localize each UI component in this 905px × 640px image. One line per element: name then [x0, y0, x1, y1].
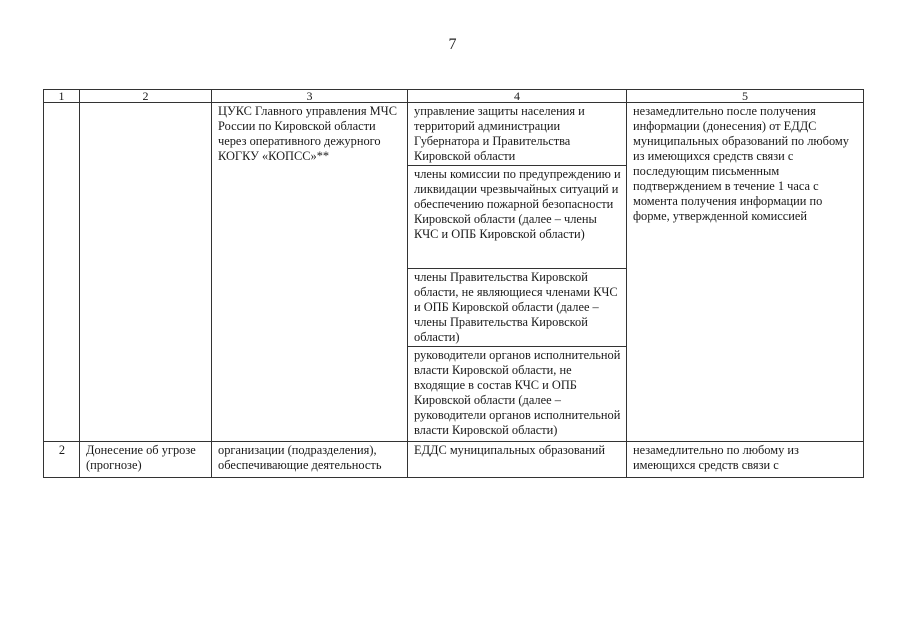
page-number: 7 — [448, 36, 457, 53]
row1-sender: ЦУКС Главного управления МЧС России по Кировской области через оперативного дежурного КОГКУ «КОПСС»** — [212, 103, 408, 442]
row1-number — [44, 103, 80, 442]
header-col-2: 2 — [80, 90, 212, 103]
row1-recipient-1: управление защиты населения и территорий администрации Губернатора и Правительства Кировской области — [408, 103, 627, 166]
header-col-5: 5 — [627, 90, 864, 103]
row2-report-type: Донесение об угрозе (прогнозе) — [80, 442, 212, 478]
header-col-3: 3 — [212, 90, 408, 103]
row1-recipient-2: члены комиссии по предупреждению и ликвидации чрезвычайных ситуаций и обеспечению пожарной безопасности Кировской области (далее – члены КЧС и ОПБ Кировской области) — [408, 166, 627, 269]
row2-number: 2 — [44, 442, 80, 478]
row2-timing: незамедлительно по любому из имеющихся средств связи с — [627, 442, 864, 478]
row2-recipient: ЕДДС муниципальных образований — [408, 442, 627, 478]
row1-timing: незамедлительно после получения информации (донесения) от ЕДДС муниципальных образований по любому из имеющихся средств связи с последующим письменным подтверждением в течение 1 часа с момента получения информации по форме, утвержденной комиссией — [627, 103, 864, 442]
row1-recipient-4: руководители органов исполнительной власти Кировской области, не входящие в состав КЧС и ОПБ Кировской области (далее – руководители органов исполнительной власти Кировской области) — [408, 347, 627, 442]
row1-recipient-3: члены Правительства Кировской области, не являющиеся членами КЧС и ОПБ Кировской области (далее – члены Правительства Кировской области) — [408, 269, 627, 347]
header-row — [44, 90, 864, 103]
header-col-4: 4 — [408, 90, 627, 103]
document-table — [43, 89, 864, 478]
table-row — [44, 103, 864, 166]
table-row — [44, 442, 864, 478]
row1-report-type — [80, 103, 212, 442]
header-col-1: 1 — [44, 90, 80, 103]
row2-sender: организации (подразделения), обеспечивающие деятельность — [212, 442, 408, 478]
